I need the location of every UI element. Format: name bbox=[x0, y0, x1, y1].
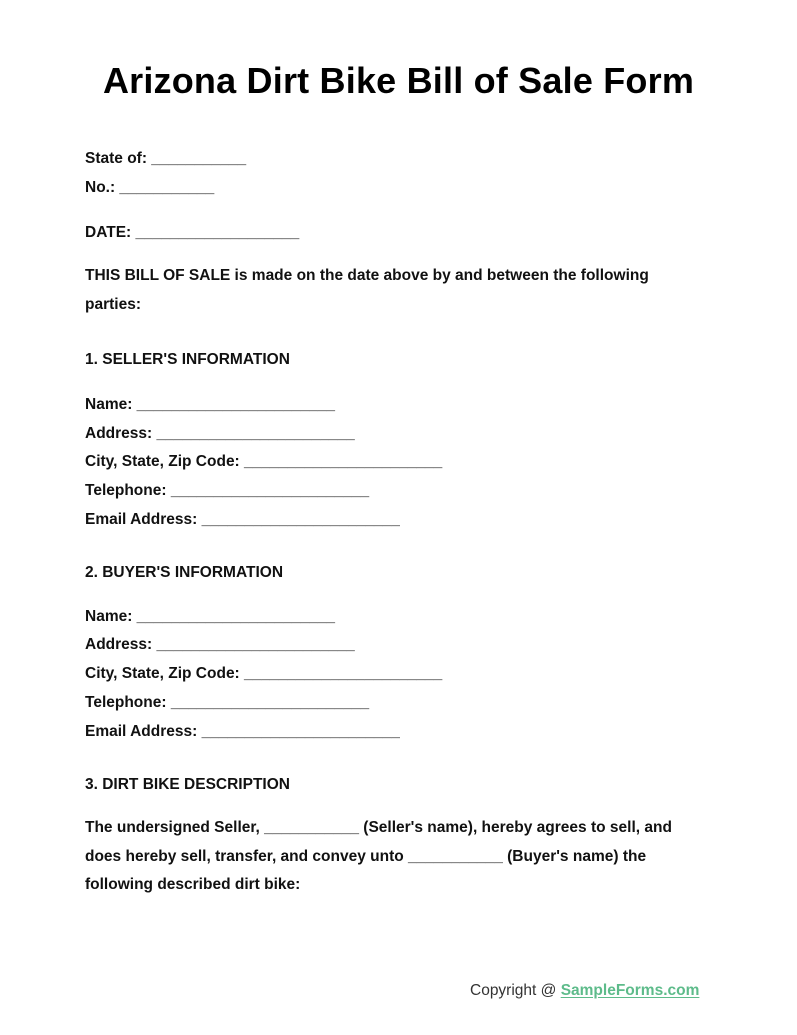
intro-paragraph bbox=[85, 262, 705, 319]
buyer-heading: 2. BUYER'S INFORMATION bbox=[85, 564, 284, 581]
description-line: following described dirt bike: bbox=[85, 876, 301, 894]
copyright-prefix: Copyright @ bbox=[470, 982, 561, 999]
seller-city-field: City, State, Zip Code: _______________________ bbox=[85, 453, 443, 470]
description-paragraph bbox=[85, 814, 705, 900]
description-line: does hereby sell, transfer, and convey unto ___________ (Buyer's name) the bbox=[85, 847, 647, 865]
number-field: No.: ___________ bbox=[85, 179, 215, 196]
seller-email-field: Email Address: _______________________ bbox=[85, 511, 400, 528]
description-heading: 3. DIRT BIKE DESCRIPTION bbox=[85, 776, 290, 793]
seller-address-field: Address: _______________________ bbox=[85, 425, 355, 442]
buyer-address-field: Address: _______________________ bbox=[85, 636, 355, 653]
seller-name-field: Name: _______________________ bbox=[85, 396, 335, 413]
buyer-telephone-field: Telephone: _______________________ bbox=[85, 694, 370, 711]
buyer-city-field: City, State, Zip Code: _______________________ bbox=[85, 665, 443, 682]
intro-line: parties: bbox=[85, 295, 141, 313]
page-title: Arizona Dirt Bike Bill of Sale Form bbox=[102, 60, 695, 101]
buyer-email-field: Email Address: _______________________ bbox=[85, 723, 400, 740]
intro-line: THIS BILL OF SALE is made on the date above by and between the following bbox=[85, 267, 649, 284]
buyer-name-field: Name: _______________________ bbox=[85, 608, 335, 625]
seller-heading: 1. SELLER'S INFORMATION bbox=[85, 351, 290, 368]
state-field: State of: ___________ bbox=[85, 150, 247, 167]
date-field: DATE: ___________________ bbox=[85, 224, 300, 241]
seller-telephone-field: Telephone: _______________________ bbox=[85, 482, 370, 499]
copyright-notice bbox=[470, 982, 699, 1000]
brand-link[interactable]: SampleForms.com bbox=[560, 982, 700, 999]
description-line: The undersigned Seller, ___________ (Seller's name), hereby agrees to sell, and bbox=[85, 819, 672, 836]
